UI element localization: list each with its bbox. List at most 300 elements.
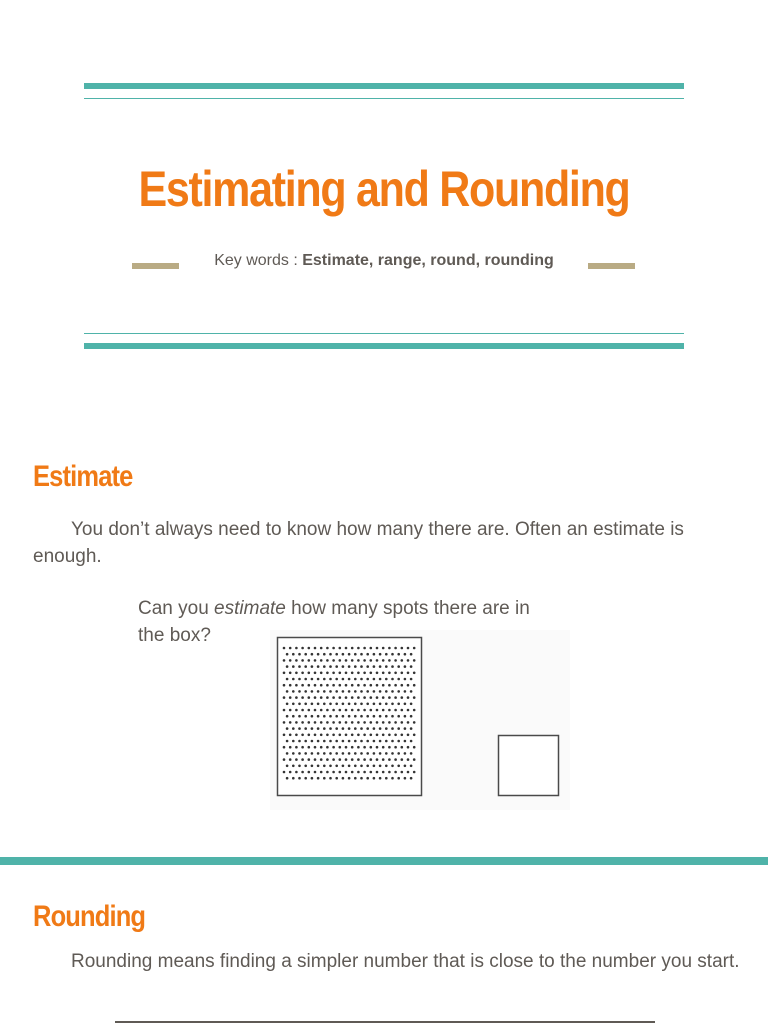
spot [410, 653, 413, 656]
spot [357, 672, 360, 675]
spot [407, 684, 410, 687]
spot [404, 777, 407, 780]
spot [413, 734, 416, 737]
spot [329, 665, 332, 668]
spot [360, 703, 363, 706]
spot [289, 647, 292, 650]
spot [301, 734, 304, 737]
spot [413, 696, 416, 699]
spot [357, 758, 360, 761]
spot [388, 721, 391, 724]
spot [320, 709, 323, 712]
spot [317, 740, 320, 743]
spot [373, 690, 376, 693]
spot [401, 734, 404, 737]
spot [339, 771, 342, 774]
spot [363, 746, 366, 749]
spot [317, 678, 320, 681]
spot [354, 690, 357, 693]
spot [413, 672, 416, 675]
spot [332, 721, 335, 724]
spot [298, 752, 301, 755]
spot [351, 659, 354, 662]
spot [373, 703, 376, 706]
spot [295, 684, 298, 687]
spot [323, 653, 326, 656]
spot [379, 740, 382, 743]
spot [407, 696, 410, 699]
spot [283, 647, 286, 650]
spot [317, 703, 320, 706]
spot [286, 703, 289, 706]
spot [301, 647, 304, 650]
spot [326, 647, 329, 650]
spot [339, 721, 342, 724]
spot [351, 672, 354, 675]
spot [401, 771, 404, 774]
spot [391, 690, 394, 693]
spot [373, 715, 376, 718]
spot [298, 740, 301, 743]
spot [379, 703, 382, 706]
spot [394, 684, 397, 687]
spot [404, 690, 407, 693]
spot [339, 684, 342, 687]
spot [286, 665, 289, 668]
spot [339, 647, 342, 650]
spot [373, 765, 376, 768]
spot [335, 727, 338, 730]
spot [295, 734, 298, 737]
spot [363, 758, 366, 761]
spot [345, 659, 348, 662]
spot [283, 734, 286, 737]
spot [354, 727, 357, 730]
spot [410, 715, 413, 718]
spot [332, 771, 335, 774]
spot [329, 765, 332, 768]
spot [323, 740, 326, 743]
spot [379, 678, 382, 681]
spot [382, 684, 385, 687]
question-text-start: Can you [138, 598, 215, 619]
estimate-paragraph [33, 516, 743, 570]
spot [360, 727, 363, 730]
spot [329, 653, 332, 656]
spot [397, 752, 400, 755]
spot [335, 665, 338, 668]
spot [357, 684, 360, 687]
spot [283, 771, 286, 774]
spot [329, 752, 332, 755]
spot [376, 734, 379, 737]
spots-figure [270, 630, 570, 810]
keywords-line [150, 252, 618, 270]
spot [329, 777, 332, 780]
rounding-paragraph-text: Rounding means finding a simpler number that is close to the number you start. [71, 951, 740, 972]
spot [351, 684, 354, 687]
spot [286, 765, 289, 768]
spot [385, 765, 388, 768]
spot [410, 703, 413, 706]
spot [366, 690, 369, 693]
spot [397, 765, 400, 768]
spot [360, 715, 363, 718]
spot [376, 709, 379, 712]
spot [292, 715, 295, 718]
spot [339, 659, 342, 662]
spot [329, 678, 332, 681]
spot [326, 684, 329, 687]
spot [304, 665, 307, 668]
spot [357, 721, 360, 724]
spot [413, 721, 416, 724]
spot [348, 665, 351, 668]
spot [391, 653, 394, 656]
spot [283, 721, 286, 724]
spot [311, 653, 314, 656]
spot [345, 684, 348, 687]
spot [320, 771, 323, 774]
spot [379, 727, 382, 730]
spot [401, 709, 404, 712]
spot [382, 647, 385, 650]
small-empty-box [499, 736, 559, 796]
spot [404, 752, 407, 755]
spot [357, 734, 360, 737]
spot [339, 746, 342, 749]
keywords-label: Key words : [214, 252, 303, 269]
spot [348, 690, 351, 693]
spot [289, 709, 292, 712]
spot [410, 740, 413, 743]
spot [295, 672, 298, 675]
spot [394, 758, 397, 761]
spot [366, 665, 369, 668]
spot [314, 684, 317, 687]
spot [301, 771, 304, 774]
spot [351, 696, 354, 699]
spot [407, 672, 410, 675]
spot [413, 709, 416, 712]
spot [413, 684, 416, 687]
spot [317, 715, 320, 718]
spot [345, 647, 348, 650]
spot [292, 765, 295, 768]
spot [407, 734, 410, 737]
spot [385, 665, 388, 668]
spot [326, 734, 329, 737]
spot [332, 696, 335, 699]
spot [370, 721, 373, 724]
spot [376, 771, 379, 774]
spot [298, 653, 301, 656]
spot [320, 659, 323, 662]
spot [335, 653, 338, 656]
spot [394, 672, 397, 675]
spot [354, 653, 357, 656]
spot [394, 771, 397, 774]
question-text-end: how many spots there are in the box? [138, 598, 530, 646]
spot [314, 659, 317, 662]
spot [342, 678, 345, 681]
spot [295, 659, 298, 662]
spot [289, 672, 292, 675]
spot [320, 734, 323, 737]
spot [345, 696, 348, 699]
spot [311, 765, 314, 768]
spot [326, 721, 329, 724]
rounding-heading: Rounding [33, 900, 146, 933]
spot [335, 703, 338, 706]
spot [404, 727, 407, 730]
spot [385, 740, 388, 743]
spot [311, 665, 314, 668]
spot [286, 678, 289, 681]
spot [394, 746, 397, 749]
spot [320, 696, 323, 699]
spot [304, 715, 307, 718]
spot [360, 765, 363, 768]
spot [283, 758, 286, 761]
spot [308, 647, 311, 650]
spot [376, 684, 379, 687]
spot [295, 647, 298, 650]
spot [314, 771, 317, 774]
spot [332, 659, 335, 662]
spot [289, 734, 292, 737]
spot [304, 740, 307, 743]
spot [289, 746, 292, 749]
spot [370, 672, 373, 675]
spot [357, 647, 360, 650]
spot [360, 653, 363, 656]
spot [320, 746, 323, 749]
header-top-thick-rule [84, 83, 684, 89]
spot [329, 715, 332, 718]
spot [289, 684, 292, 687]
spot [382, 672, 385, 675]
spot [407, 721, 410, 724]
spot [323, 703, 326, 706]
spot [357, 659, 360, 662]
spot [298, 727, 301, 730]
spot [376, 672, 379, 675]
spot [311, 777, 314, 780]
spot [292, 653, 295, 656]
spot [385, 727, 388, 730]
spot [351, 746, 354, 749]
spot [354, 678, 357, 681]
spot [326, 659, 329, 662]
spot [348, 715, 351, 718]
spot [342, 777, 345, 780]
spot [382, 771, 385, 774]
spot [366, 715, 369, 718]
spot [376, 659, 379, 662]
section-divider [0, 857, 768, 865]
spot [308, 746, 311, 749]
spot [388, 758, 391, 761]
spot [323, 665, 326, 668]
spot [388, 696, 391, 699]
spot [342, 752, 345, 755]
spot [301, 659, 304, 662]
spot [317, 765, 320, 768]
spot [397, 777, 400, 780]
spot [320, 721, 323, 724]
spot [295, 696, 298, 699]
spot [320, 647, 323, 650]
spot [373, 740, 376, 743]
spot [379, 752, 382, 755]
spot [351, 734, 354, 737]
spot [332, 758, 335, 761]
spot [354, 665, 357, 668]
spot [407, 647, 410, 650]
spot [286, 653, 289, 656]
spot [382, 758, 385, 761]
spot [357, 771, 360, 774]
spot [394, 659, 397, 662]
spot [370, 684, 373, 687]
spot [335, 690, 338, 693]
spot [394, 734, 397, 737]
spot [311, 678, 314, 681]
spot [301, 721, 304, 724]
spot [410, 690, 413, 693]
spot [413, 771, 416, 774]
spot [339, 734, 342, 737]
spot [311, 690, 314, 693]
spot [370, 758, 373, 761]
spot [298, 678, 301, 681]
spot [354, 777, 357, 780]
spot [304, 765, 307, 768]
spot [314, 746, 317, 749]
spot [311, 740, 314, 743]
spot [397, 727, 400, 730]
spot [311, 752, 314, 755]
spot [401, 659, 404, 662]
spot [298, 765, 301, 768]
spot [401, 647, 404, 650]
spot [394, 647, 397, 650]
estimate-paragraph-text: You don’t always need to know how many there are. Often an estimate is enough. [33, 519, 684, 567]
spot [298, 715, 301, 718]
spot [370, 709, 373, 712]
spot [339, 709, 342, 712]
estimate-heading: Estimate [33, 460, 133, 493]
spot [348, 678, 351, 681]
spot [363, 647, 366, 650]
spot [317, 653, 320, 656]
spot [379, 765, 382, 768]
spot [332, 672, 335, 675]
spot [295, 709, 298, 712]
spot [323, 690, 326, 693]
spot [397, 653, 400, 656]
spot [354, 715, 357, 718]
spot [342, 665, 345, 668]
spot [370, 647, 373, 650]
spot [366, 727, 369, 730]
spot [304, 690, 307, 693]
spot [404, 665, 407, 668]
spot [308, 721, 311, 724]
spot [289, 758, 292, 761]
spot [283, 696, 286, 699]
spot [376, 647, 379, 650]
spot [357, 709, 360, 712]
spot [304, 752, 307, 755]
spot [401, 672, 404, 675]
spot [388, 709, 391, 712]
spot [373, 653, 376, 656]
spot [292, 665, 295, 668]
spot [401, 746, 404, 749]
spot [295, 758, 298, 761]
spot [295, 771, 298, 774]
spot [329, 727, 332, 730]
rounding-paragraph [33, 948, 743, 975]
spot [345, 721, 348, 724]
spot [286, 715, 289, 718]
spot [388, 647, 391, 650]
spot [360, 777, 363, 780]
spot [292, 777, 295, 780]
spot [301, 746, 304, 749]
spot [388, 684, 391, 687]
spot [320, 758, 323, 761]
spot [363, 696, 366, 699]
spot [360, 740, 363, 743]
spot [379, 715, 382, 718]
spot [323, 727, 326, 730]
spot [308, 734, 311, 737]
spot [326, 709, 329, 712]
spot [391, 777, 394, 780]
spot [388, 746, 391, 749]
spot [354, 703, 357, 706]
spot [314, 672, 317, 675]
spot [385, 752, 388, 755]
spot [354, 752, 357, 755]
spot [301, 672, 304, 675]
spot [304, 678, 307, 681]
spot [339, 672, 342, 675]
spot [283, 672, 286, 675]
spot [323, 678, 326, 681]
spot [391, 715, 394, 718]
spot [304, 653, 307, 656]
spot [329, 690, 332, 693]
spot [317, 752, 320, 755]
spot [354, 740, 357, 743]
spot [407, 771, 410, 774]
question-emphasis: estimate [214, 598, 286, 619]
spot [332, 734, 335, 737]
spot [292, 727, 295, 730]
spot [410, 665, 413, 668]
spot [332, 746, 335, 749]
spot [397, 665, 400, 668]
spot [304, 703, 307, 706]
spot [366, 653, 369, 656]
spot [335, 678, 338, 681]
spot [391, 752, 394, 755]
spot [360, 690, 363, 693]
